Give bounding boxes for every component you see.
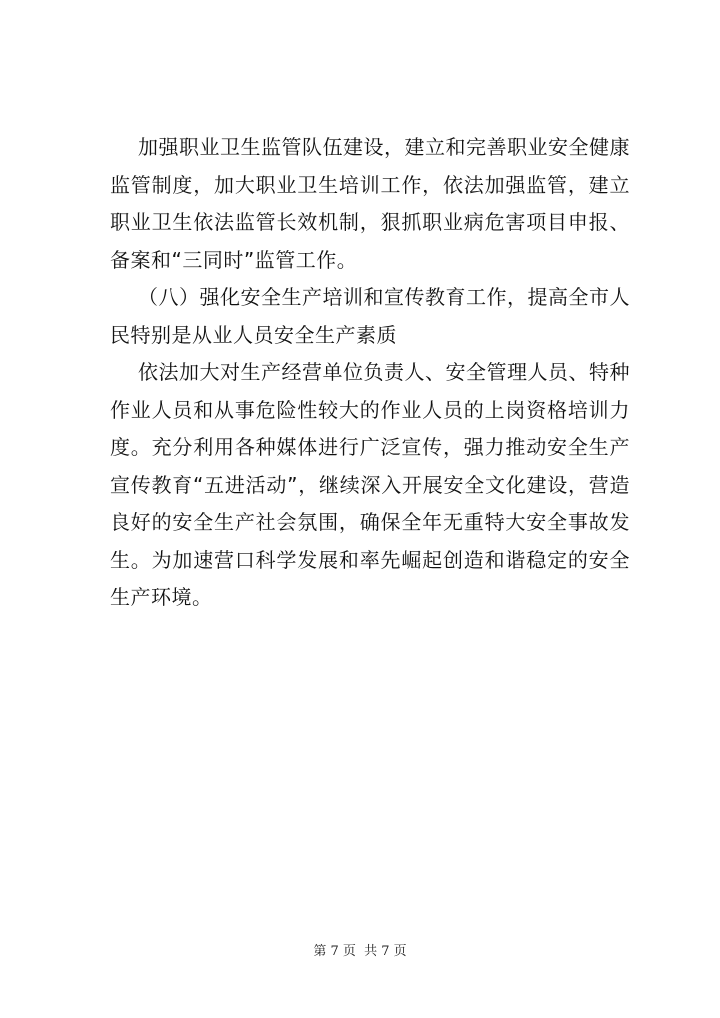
section-heading-eight: （八）强化安全生产培训和宣传教育工作，提高全市人民特别是从业人员安全生产素质 <box>110 285 630 347</box>
document-body <box>110 129 630 617</box>
paragraph-training-publicity: 依法加大对生产经营单位负责人、安全管理人员、特种作业人员和从事危险性较大的作业人员的上岗资格培训力度。充分利用各种媒体进行广泛宣传，强力推动安全生产宣传教育“五进活动”，继续深入开展安全文化建设，营造良好的安全生产社会氛围，确保全年无重特大安全事故发生。为加速营口科学发展和率先崛起创造和谐稳定的安全生产环境。 <box>110 360 630 609</box>
page-number: 第 7 页 共 7 页 <box>313 944 407 959</box>
page-footer <box>0 940 720 959</box>
paragraph-occupational-health: 加强职业卫生监管队伍建设，建立和完善职业安全健康监管制度，加大职业卫生培训工作，依法加强监管，建立职业卫生依法监管长效机制，狠抓职业病危害项目申报、备案和“三同时”监管工作。 <box>110 135 630 272</box>
